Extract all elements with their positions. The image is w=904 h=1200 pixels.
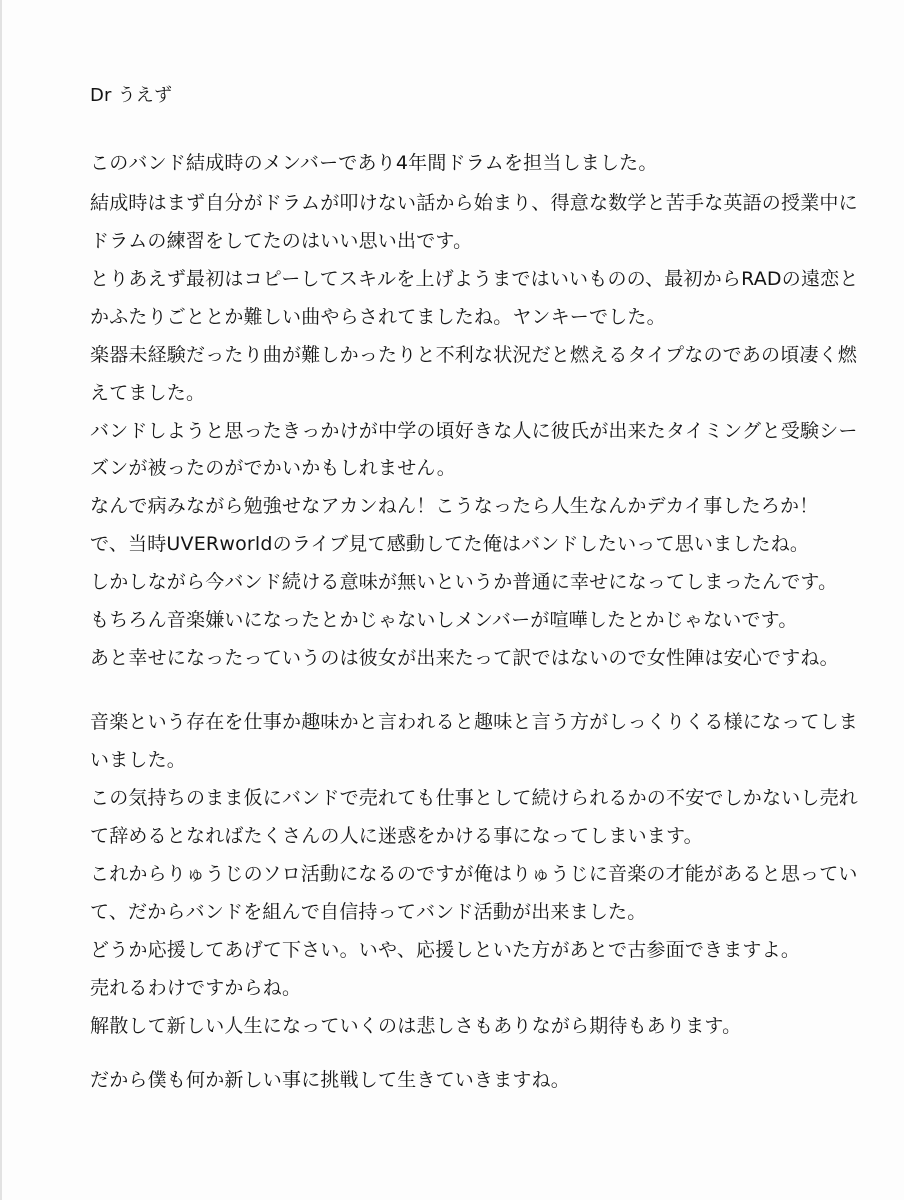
text-line: 音楽という存在を仕事か趣味かと言われると趣味と言う方がしっくりくる様になってしま [90,711,859,733]
text-line: て辞めるとなればたくさんの人に迷惑をかける事になってしまいます。 [90,825,703,847]
text-line: この気持ちのまま仮にバンドで売れても仕事として続けられるかの不安でしかないし売れ [90,787,859,809]
text-line: ズンが被ったのがでかいかもしれません。 [90,457,456,479]
text-line: なんで病みながら勉強せなアカンねん！こうなったら人生なんかデカイ事したろか！ [90,495,819,517]
text-line: 売れるわけですからね。 [90,977,302,999]
text-line: しかしながら今バンド続ける意味が無いというか普通に幸せになってしまったんです。 [90,571,838,593]
page-edge [0,0,2,1200]
text-line: 楽器未経験だったり曲が難しかったりと不利な状況だと燃えるタイプなのであの頃凄く燃 [90,344,858,366]
text-line: 解散して新しい人生になっていくのは悲しさもありながら期待もあります。 [90,1015,742,1037]
text-line: ドラムの練習をしてたのはいい思い出です。 [90,230,473,252]
text-line: だから僕も何か新しい事に挑戦して生きていきますね。 [90,1069,571,1091]
text-line: いました。 [90,749,187,771]
text-line: このバンド結成時のメンバーであり4年間ドラムを担当しました。 [90,152,658,174]
text-line: どうか応援してあげて下さい。いや、応援しといた方があとで古参面できますよ。 [90,939,801,961]
text-line: 結成時はまず自分がドラムが叩けない話から始まり、得意な数学と苦手な英語の授業中に [90,192,858,214]
text-line: バンドしようと思ったきっかけが中学の頃好きな人に彼氏が出来たタイミングと受験シー [90,420,858,442]
text-line: かふたりごととか難しい曲やらされてましたね。ヤンキーでした。 [90,306,666,328]
text-line: あと幸せになったっていうのは彼女が出来たって訳ではないので女性陣は安心ですね。 [90,647,839,669]
text-line: で、当時UVERworldのライブ見て感動してた俺はバンドしたいって思いましたね。 [90,533,810,555]
text-line: これからりゅうじのソロ活動になるのですが俺はりゅうじに音楽の才能があると思ってい [90,863,858,885]
text-line: て、だからバンドを組んで自信持ってバンド活動が出来ました。 [90,901,647,923]
text-line: もちろん音楽嫌いになったとかじゃないしメンバーが喧嘩したとかじゃないです。 [90,609,798,631]
text-line: とりあえず最初はコピーしてスキルを上げようまではいいものの、最初からRADの遠恋と [90,268,859,290]
author-heading: Dr うえず [90,85,173,106]
text-line: えてました。 [90,382,206,404]
